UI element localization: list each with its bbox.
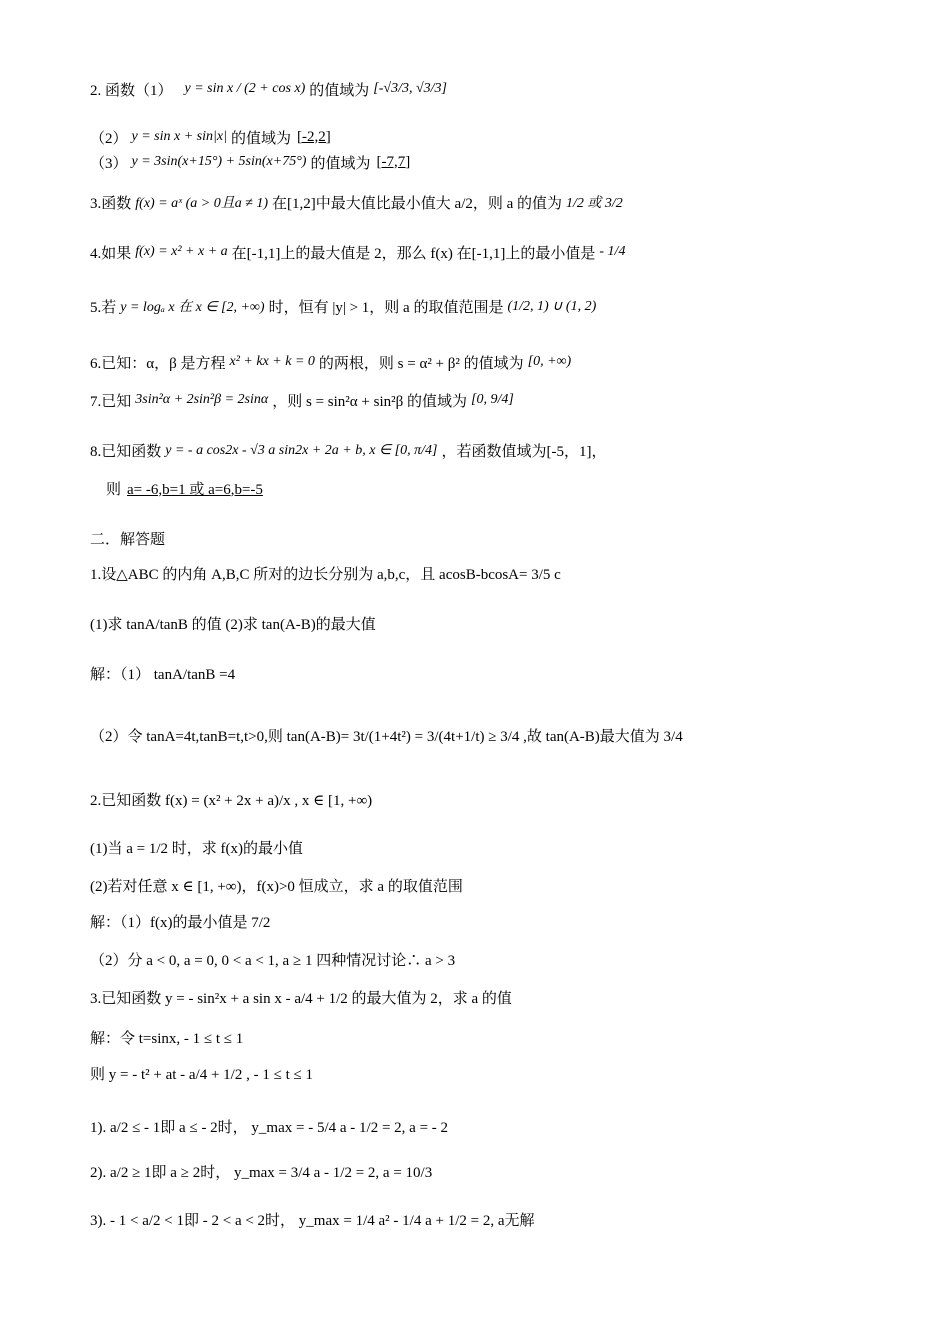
q2b-expr: y = sin x + sin|x| — [131, 129, 227, 144]
q6-lead: 6.已知：α，β 是方程 — [90, 355, 226, 372]
q3-mid: 在[1,2]中最大值比最小值大 a/2，则 a 的值为 — [272, 195, 563, 212]
q4-lead: 4.如果 — [90, 245, 132, 262]
solution-line-1: 1.设△ABC 的内角 A,B,C 所对的边长分别为 a,b,c，且 acosB-bcosA= 3/5 c — [90, 566, 561, 583]
q7-answer: [0, 9/4] — [471, 392, 514, 407]
q2c-mid: 的值域为 — [310, 155, 371, 172]
question-2-3 — [90, 152, 416, 172]
q4-answer: - 1/4 — [599, 244, 626, 259]
question-7 — [90, 380, 518, 420]
question-4 — [90, 232, 629, 272]
solution-line-9: （2）分 a < 0, a = 0, 0 < a < 1, a ≥ 1 四种情况讨论∴ a > 3 — [90, 952, 456, 969]
solution-line-12: 则 y = - t² + at - a/4 + 1/2 , - 1 ≤ t ≤ 1 — [90, 1066, 313, 1083]
question-6 — [90, 351, 575, 373]
q5-lead: 5.若 — [90, 299, 117, 316]
q6-expr: x² + kx + k = 0 — [229, 354, 315, 369]
solution-line-10: 3.已知函数 y = - sin²x + a sin x - a/4 + 1/2 的最大值为 2，求 a 的值 — [90, 990, 512, 1007]
q2-expr: y = sin x / (2 + cos x) — [184, 81, 306, 96]
q8b-answer: a= -6,b=1 或 a=6,b=-5 — [127, 481, 263, 498]
q2b-answer: [-2,2] — [296, 128, 331, 145]
q3-expr: f(x) = aˣ (a > 0且a ≠ 1) — [135, 196, 269, 211]
q8-mid: ，若函数值域为[-5，1]， — [441, 443, 607, 460]
solution-line-8: 解：（1）f(x)的最小值是 7/2 — [90, 914, 271, 931]
q2c-answer: [-7,7] — [376, 153, 411, 170]
q8-expr: y = - a cos2x - √3 a sin2x + 2a + b, x ∈ [0, π/4] — [165, 442, 438, 458]
q5-answer: (1/2, 1) ∪ (1, 2) — [507, 298, 597, 314]
question-8-answer-line — [106, 478, 269, 498]
q5-mid: 时，恒有 |y| > 1，则 a 的取值范围是 — [268, 299, 504, 316]
q2-lead: 2. 函数（1） — [90, 82, 173, 99]
section-heading: 二．解答题 — [90, 531, 166, 548]
q6-answer: [0, +∞) — [527, 354, 572, 369]
q7-expr: 3sin²α + 2sin²β = 2sinα — [135, 392, 269, 407]
solution-line-3: 解：（1） tanA/tanB =4 — [90, 666, 236, 683]
q8-lead: 8.已知函数 — [90, 443, 162, 460]
q6-mid: 的两根，则 s = α² + β² 的值域为 — [318, 355, 524, 372]
solution-line-15: 3). - 1 < a/2 < 1即 - 2 < a < 2时， y_max = 1/4 a² - 1/4 a + 1/2 = 2, a无解 — [90, 1212, 535, 1229]
q2c-lead: （3） — [90, 155, 128, 172]
question-5 — [90, 286, 600, 326]
question-2-2 — [90, 127, 337, 147]
q2-mid: 的值域为 — [309, 82, 370, 99]
q4-mid: 在[-1,1]上的最大值是 2，那么 f(x) 在[-1,1]上的最小值是 — [231, 245, 596, 262]
q2b-lead: （2） — [90, 130, 128, 147]
q4-expr: f(x) = x² + x + a — [135, 244, 228, 259]
solution-line-7: (2)若对任意 x ∈ [1, +∞)，f(x)>0 恒成立，求 a 的取值范围 — [90, 878, 463, 895]
q3-answer: 1/2 或 3/2 — [566, 196, 623, 211]
solution-line-14: 2). a/2 ≥ 1即 a ≥ 2时， y_max = 3/4 a - 1/2 = 2, a = 10/3 — [90, 1164, 433, 1181]
question-3 — [90, 182, 627, 222]
solution-line-5: 2.已知函数 f(x) = (x² + 2x + a)/x , x ∈ [1, +∞) — [90, 792, 373, 809]
q5-expr: y = logₐ x 在 x ∈ [2, +∞) — [120, 300, 265, 315]
q7-mid: ，则 s = sin²α + sin²β 的值域为 — [272, 393, 468, 410]
question-2-1 — [90, 64, 451, 114]
q8b-lead: 则 — [106, 481, 122, 498]
solution-line-4: （2）令 tanA=4t,tanB=t,t>0,则 tan(A-B)= 3t/(1+4t²) = 3/(4t+1/t) ≥ 3/4 ,故 tan(A-B)最大值为 3/4 — [90, 728, 683, 745]
solution-line-6: (1)当 a = 1/2 时，求 f(x)的最小值 — [90, 840, 304, 857]
question-8 — [90, 430, 606, 470]
q2-answer: [-√3/3, √3/3] — [373, 81, 447, 96]
q7-lead: 7.已知 — [90, 393, 132, 410]
solution-line-13: 1). a/2 ≤ - 1即 a ≤ - 2时， y_max = - 5/4 a - 1/2 = 2, a = - 2 — [90, 1119, 449, 1136]
q3-lead: 3.函数 — [90, 195, 132, 212]
solution-line-2: (1)求 tanA/tanB 的值 (2)求 tan(A-B)的最大值 — [90, 616, 376, 633]
solution-line-11: 解：令 t=sinx, - 1 ≤ t ≤ 1 — [90, 1030, 244, 1047]
q2c-expr: y = 3sin(x+15°) + 5sin(x+75°) — [131, 154, 307, 169]
q2b-mid: 的值域为 — [230, 130, 291, 147]
